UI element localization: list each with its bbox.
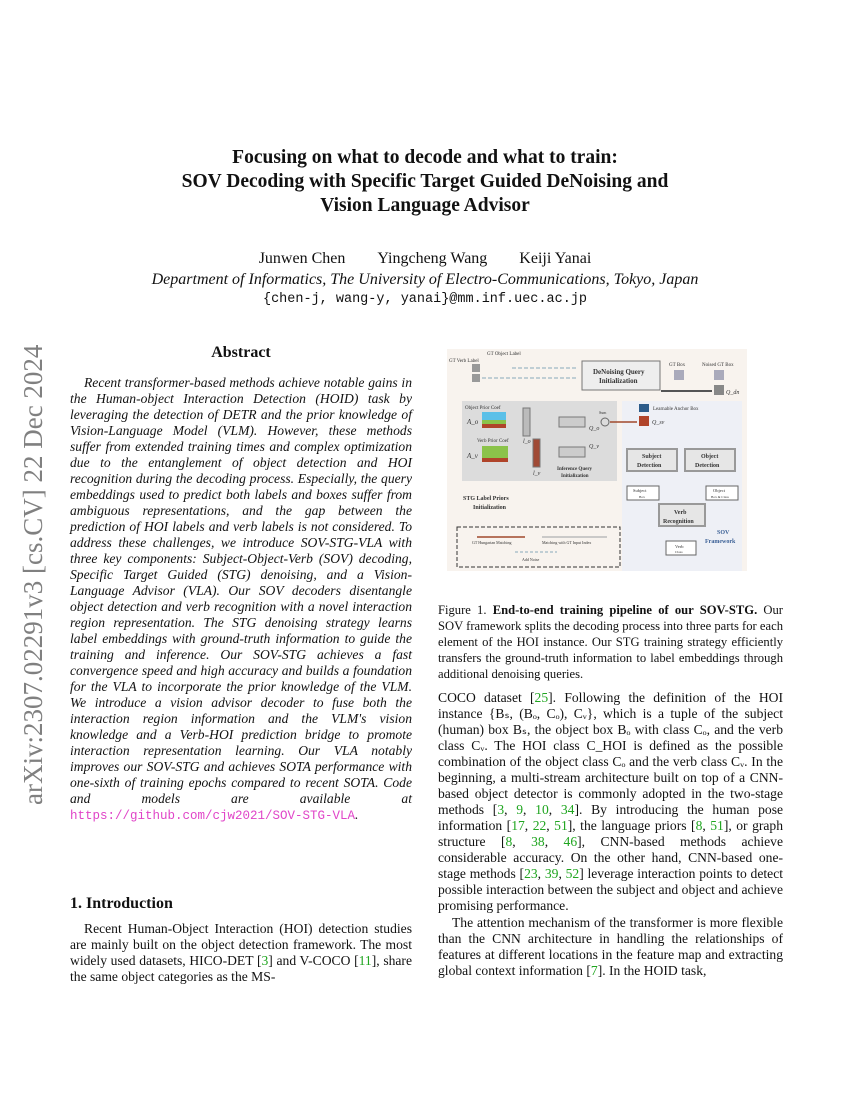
figure-caption	[438, 602, 783, 682]
code-url-link[interactable]: https://github.com/cjw2021/SOV-STG-VLA	[70, 809, 356, 823]
label: Detection	[637, 463, 662, 469]
label: Q_v	[589, 444, 599, 450]
text-segment: ], share the same object categories as the MS-	[70, 953, 412, 984]
label: Recognition	[663, 519, 694, 525]
lv-embedding	[533, 439, 540, 467]
matrix-row	[482, 458, 508, 462]
qdn-icon	[714, 385, 724, 395]
label: A_o	[467, 418, 479, 426]
label: Class	[675, 550, 683, 554]
label: l_o	[523, 439, 531, 445]
label: Initialization	[599, 377, 638, 385]
label: Q_o	[589, 426, 600, 432]
caption-label: Figure 1.	[438, 603, 487, 617]
citation-link[interactable]: 22	[532, 818, 547, 833]
text-segment: ] and V-COCO [	[268, 953, 359, 968]
matrix-row	[482, 420, 506, 424]
label: Learnable Anchor Box	[653, 407, 699, 412]
introduction-section	[70, 896, 412, 985]
authors	[0, 250, 850, 268]
text-segment: Recent transformer-based methods achieve notable gains in the Human-object Interaction Detection (HOID) task by leveraging the detection of DETR and the prior knowledge of Vision-Language Model (VLM). However, these methods suffer from extended training times and complex optimization due to the entanglement of object detection and HOI recognition during the decoding process. Especially, the query embeddings used to predict both labels and boxes suffer from ambiguous representations, and the gap between the prediction of HOI labels and verb labels is not considered. To address these challenges, we introduce SOV-STG-VLA with three key components: Subject-Object-Verb (SOV) decoding, Specific Target Guided (STG) denoising, and a Vision-Language Advisor (VLA). Our SOV decoders disentangle object detection and verb recognition with a novel interaction region representation. The STG denoising strategy learns label embeddings with ground-truth information to guide the training and inference. Our SOV-STG achieves a fast convergence speed and high accuracy and builds a foundation for the VLA to incorporate the prior knowledge of the VLM. We introduce a vision advisor decoder to fuse both the interaction region information and the VLM's vision knowledge and a Verb-HOI prediction bridge to promote interaction representation learning. Our VLA notably improves our SOV-STG and achieves SOTA performance with one-sixth of training epochs compared to recent SOTA. Code and models are available at	[70, 375, 412, 806]
title-line: Vision Language Advisor	[320, 195, 530, 216]
author: Keiji Yanai	[519, 250, 592, 267]
text-segment: COCO dataset [	[438, 690, 535, 705]
text-segment: ]. In the HOID task,	[597, 963, 707, 978]
label: Box & Class	[711, 495, 729, 499]
text-segment: ,	[702, 818, 711, 833]
citation-link[interactable]: 17	[511, 818, 525, 833]
caption-title: End-to-end training pipeline of our SOV-STG.	[492, 603, 758, 617]
label: Verb	[674, 510, 687, 516]
label: Object	[701, 454, 719, 460]
citation-link[interactable]: 25	[534, 690, 549, 705]
author: Yingcheng Wang	[377, 250, 488, 267]
label: Initialization	[473, 505, 507, 511]
lo-embedding	[523, 408, 530, 436]
label: STG Label Priors	[463, 496, 509, 502]
label: Framework	[705, 539, 736, 545]
label: Sum	[599, 410, 607, 415]
label: l_v	[533, 471, 541, 477]
text-segment: ], or graph structure [	[438, 818, 784, 849]
author: Junwen Chen	[258, 250, 346, 267]
label: GT Object Label	[487, 352, 521, 357]
label: Box	[639, 495, 645, 499]
text-segment: ], the language priors [	[567, 818, 696, 833]
citation-link[interactable]: 3	[497, 802, 505, 817]
intro-paragraph	[438, 915, 783, 979]
paper-title	[0, 146, 850, 218]
arxiv-stamp: arXiv:2307.02291v3 [cs.CV] 22 Dec 2024	[18, 344, 48, 805]
citation-link[interactable]: 51	[710, 818, 724, 833]
text-segment: ,	[537, 866, 545, 881]
citation-link[interactable]: 51	[554, 818, 568, 833]
label: Subject	[633, 488, 647, 493]
text-segment: ,	[504, 802, 517, 817]
text-segment: .	[355, 807, 359, 822]
label: SOV	[717, 530, 730, 536]
noised-gt-box-icon	[714, 370, 724, 380]
label: Inference Query	[557, 467, 593, 472]
figure-1	[447, 344, 747, 574]
citation-link[interactable]: 34	[560, 802, 575, 817]
qsv-icon	[639, 416, 649, 426]
qo-box	[559, 417, 585, 427]
label: Detection	[695, 463, 720, 469]
text-segment: ,	[546, 818, 555, 833]
text-segment: ]. Following the definition of the HOI instance {Bₛ, (Bₒ, Cₒ), Cᵥ}, which is a tuple of the subject (human) box Bₛ, the object box Bₒ with class Cₒ, and the verb class Cᵥ. The HOI class C_HOI is defined as the possible combination of the object class Cₒ and the verb class Cᵥ. In the beginning, a multi-stream architecture built on top of a CNN-based object detector is commonly adopted in the two-stage methods [	[438, 690, 784, 817]
label: GT Verb Label	[449, 359, 479, 364]
label: A_v	[467, 452, 478, 460]
intro-paragraph	[70, 921, 412, 985]
text-segment: ], CNN-based methods achieve considerable accuracy. On the other hand, CNN-based one-stage methods [	[438, 834, 784, 881]
abstract-heading: Abstract	[211, 344, 271, 361]
label: Add Noise	[522, 557, 540, 562]
gt-verb-label-icon	[472, 374, 480, 382]
text-segment: ,	[558, 866, 566, 881]
text-segment: ,	[523, 802, 536, 817]
intro-paragraph	[438, 690, 783, 914]
text-segment: The attention mechanism of the transformer is more flexible than the CNN architecture in handling the relationships of features at different locations in the feature map and extracting global context information [	[438, 915, 783, 978]
citation-link[interactable]: 8	[695, 818, 703, 833]
affiliation: Department of Informatics, The University of Electro-Communications, Tokyo, Japan	[151, 271, 699, 288]
label: Q_dn	[726, 390, 740, 396]
label: Noised GT Box	[702, 363, 734, 368]
citation-link[interactable]: 9	[516, 802, 524, 817]
citation-link[interactable]: 46	[563, 834, 578, 849]
matrix-row	[482, 424, 506, 428]
intro-heading: 1. Introduction	[70, 895, 173, 912]
citation-link[interactable]: 10	[535, 802, 549, 817]
abstract-section	[70, 345, 412, 824]
citation-link[interactable]: 23	[524, 866, 538, 881]
label: DeNoising Query	[593, 368, 645, 376]
label: GT Box	[669, 363, 686, 368]
label: Verb Prior Coef	[477, 439, 509, 444]
pipeline-diagram	[447, 344, 747, 574]
text-segment: ,	[544, 834, 564, 849]
text-segment: Recent Human-Object Interaction (HOI) detection studies are mainly built on the object detection framework. The most widely used datasets, HICO-DET [	[70, 921, 412, 968]
gt-object-label-icon	[472, 364, 480, 372]
title-line: SOV Decoding with Specific Target Guided DeNoising and	[181, 171, 669, 192]
intro-right-column	[438, 690, 783, 979]
email: {chen-j, wang-y, yanai}@mm.inf.uec.ac.jp	[262, 292, 588, 307]
citation-link[interactable]: 52	[565, 866, 580, 881]
citation-link[interactable]: 38	[531, 834, 545, 849]
citation-link[interactable]: 39	[544, 866, 559, 881]
label: GT Hungarian Matching	[472, 540, 512, 545]
text-segment: ]. By introducing the human pose information [	[438, 802, 784, 833]
text-segment: ,	[524, 818, 533, 833]
anchor-box-icon	[639, 404, 649, 412]
text-segment: ,	[512, 834, 532, 849]
label: Verb	[675, 544, 684, 549]
label: Matching with GT Input Index	[542, 540, 592, 545]
caption-text: Our SOV framework splits the decoding process into three parts for each element of the HOI instance. Our STG training strategy efficiently transfers the ground-truth information to label embeddings through additional denoising queries.	[438, 603, 784, 681]
title-line: Focusing on what to decode and what to train:	[232, 147, 618, 168]
gt-box-icon	[674, 370, 684, 380]
text-segment: ] leverage interaction points to detect possible interaction between the subject and object and achieve promising performance.	[438, 866, 784, 913]
citation-link[interactable]: 11	[358, 953, 372, 968]
citation-link[interactable]: 3	[261, 953, 269, 968]
citation-link[interactable]: 8	[505, 834, 513, 849]
abstract-text	[70, 375, 412, 824]
label: Object Prior Coef	[465, 406, 501, 411]
label: Object	[713, 488, 725, 493]
label: Q_sv	[652, 420, 665, 426]
citation-link[interactable]: 7	[590, 963, 598, 978]
label: Subject	[642, 454, 662, 460]
text-segment: ,	[548, 802, 561, 817]
label: Initialization	[561, 474, 589, 479]
qv-box	[559, 447, 585, 457]
